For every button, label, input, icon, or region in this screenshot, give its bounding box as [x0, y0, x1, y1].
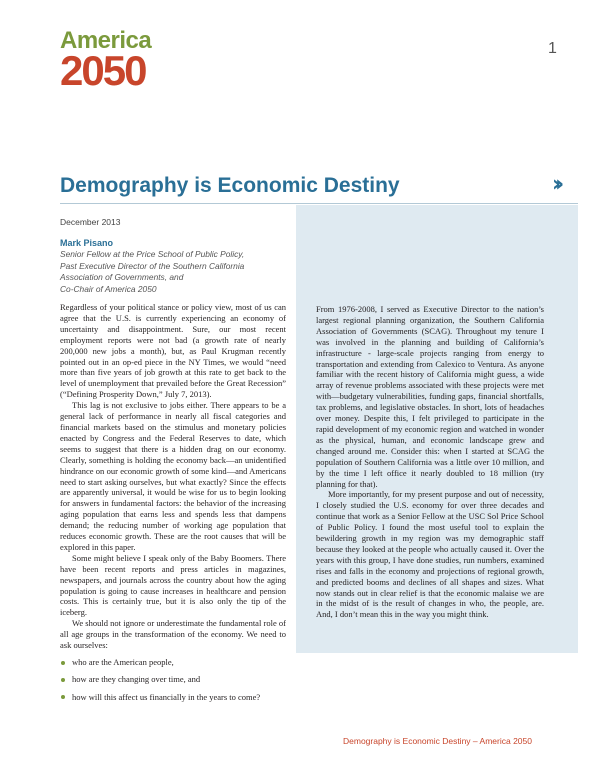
- page-title: Demography is Economic Destiny: [60, 174, 400, 197]
- right-column: [316, 304, 544, 620]
- logo-word-2050: 2050: [60, 47, 146, 94]
- publication-date: December 2013: [60, 217, 121, 227]
- body-paragraph: Regardless of your political stance or policy view, most of us can agree that the U.S. is currently experiencing an economy of uncertainty and disappointment. Sure, our most recent employment reports were not bad (a growth rate of nearly 200,000 new jobs a month), but, as Paul Krugman recently pointed out in an op-ed piece in the NY Times, we would “need more than five years of job growth at this rate to get back to the level of unemployment that prevailed before the Great Recession” (“Defining Prosperity Down,” July 7, 2013).: [60, 302, 286, 400]
- list-item: [60, 674, 286, 685]
- america-2050-logo: [60, 27, 152, 94]
- list-item-text: how are they changing over time, and: [72, 674, 201, 685]
- logo-word-america: America: [60, 27, 152, 54]
- bullet-dot-icon: [61, 661, 65, 665]
- bullet-dot-icon: [61, 678, 65, 682]
- body-paragraph: Some might believe I speak only of the Baby Boomers. There have been recent reports and press articles in magazines, newspapers, and journals across the country about how the aging population is going to cause increases in healthcare and pension costs. This is certainly true, but it is also only the tip of the iceberg.: [60, 552, 286, 618]
- author-title-line: Senior Fellow at the Price School of Public Policy,: [60, 249, 245, 259]
- page-number: 1: [548, 40, 557, 57]
- list-item-text: who are the American people,: [72, 657, 174, 667]
- left-column: [60, 302, 286, 709]
- list-item-text: how will this affect us financially in the years to come?: [72, 691, 261, 702]
- body-paragraph: We should not ignore or underestimate the fundamental role of all age groups in the transformation of the economy. We need to ask ourselves:: [60, 618, 286, 651]
- list-item: [60, 657, 286, 668]
- list-item: [60, 692, 286, 703]
- page-footer: Demography is Economic Destiny – America 2050: [343, 736, 532, 746]
- double-chevron-right-icon: ››: [552, 172, 559, 197]
- author-block: [60, 237, 290, 295]
- author-title-line: Past Executive Director of the Southern California: [60, 260, 245, 271]
- author-title-line: Association of Governments, and: [60, 272, 184, 283]
- question-list: [60, 657, 286, 703]
- title-divider: [60, 203, 578, 204]
- author-name: Mark Pisano: [60, 238, 114, 248]
- body-paragraph: From 1976-2008, I served as Executive Director to the nation’s largest regional planning organization, the Southern California Association of Governments (SCAG). Throughout my tenure I was involved in the planning and building of California’s infrastructure - large-scale projects ranging from energy to transportation and extending from Calexico to Ventura. As anyone familiar with the recent history of California might guess, a wide array of revenue problems associated with these projects were met with—budgetary vulnerabilities, funding gaps, financial shortfalls, tax problems, and legislative obstacles. In short, lots of headaches over money. Despite this, I felt privileged to participate in the rapid development of my economic region and watched in wonder as the physical, human, and economic landscape grew and changed around me. Consider this: when I started at SCAG the population of Southern California was a little over 10 million, and by the time I left office it nearly doubled to 18 million (try planning for that).: [316, 304, 544, 489]
- body-paragraph: This lag is not exclusive to jobs either. There appears to be a general lack of performance in nearly all fiscal categories and financial markets based on the stimulus and monetary policies enacted by Congress and the Federal Reserves to date, which seems to suggest that there is a hidden drag on our economy. Clearly, something is holding the economy back—an unidentified hindrance on our economic growth of some kind—and Americans need to start asking ourselves, but what exactly? Since the effects are apparently universal, it would be wise for us to begin looking for answers in fundamental factors: the behavior of the increasing aging population that earns less and spends less that dampens demand; the reducing number of working age population that reduces economic growth. These are the root causes that will be explored in this paper.: [60, 400, 286, 552]
- body-paragraph: More importantly, for my present purpose and out of necessity, I closely studied the U.S. economy for over three decades and continue that work as a Senior Fellow at the USC Sol Price School of Public Policy. I found the most useful tool to explain the bewildering growth in my region was my demographic staff because they looked at the people who actually caused it. Over the years with this group, I have done studies, run numbers, examined rises and falls in the economy and projections of regional growth, and predicted booms and declines of all shapes and sizes. What now stands out in clear relief is that the economic malaise we are in the midst of is the result of changes in who, the people, are. And, I don’t mean this in the way you might think.: [316, 489, 544, 620]
- bullet-dot-icon: [61, 695, 65, 699]
- author-title-line: Co-Chair of America 2050: [60, 283, 157, 294]
